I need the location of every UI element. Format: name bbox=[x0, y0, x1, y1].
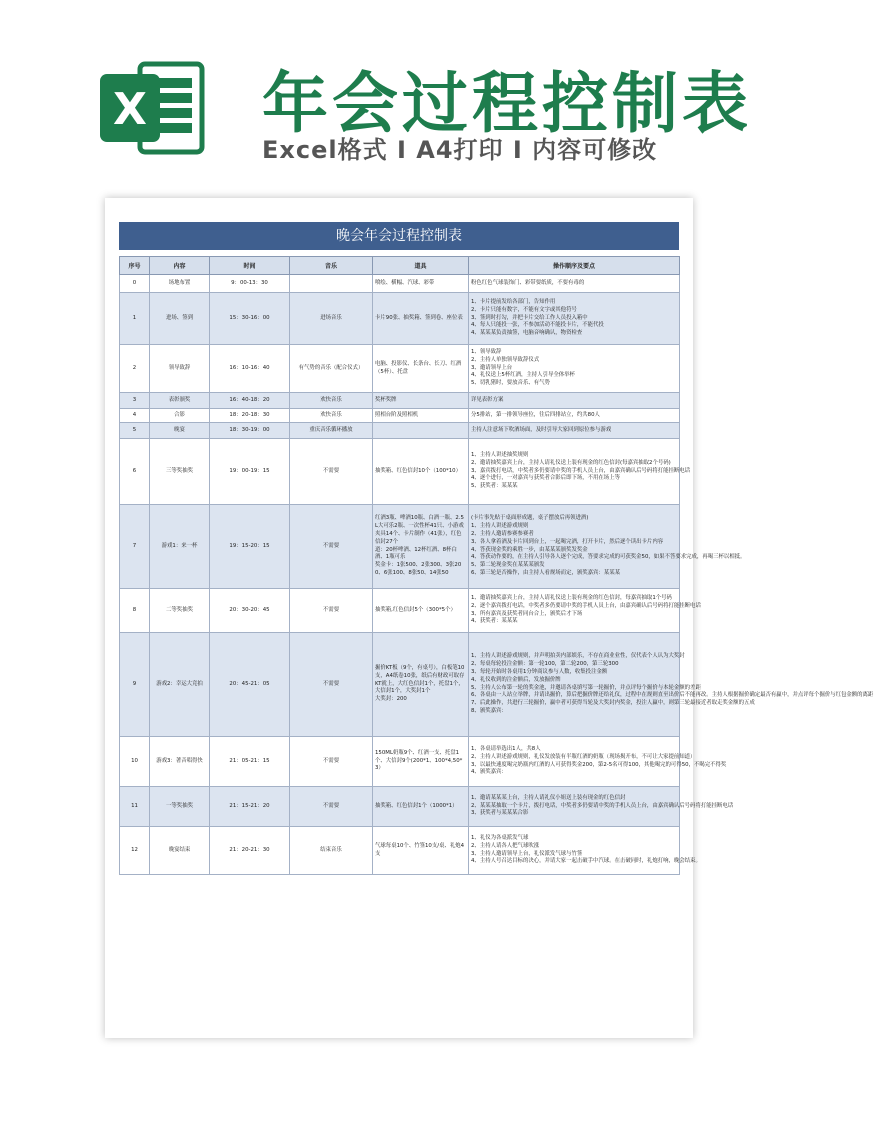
cell-content: 游戏1：来一杯 bbox=[150, 505, 210, 589]
cell-ops bbox=[469, 345, 680, 393]
ops-line: 粉色红色气球装饰门、彩带要纸质，不要有毒的 bbox=[471, 279, 585, 286]
ops-line: 4、颁奖嘉宾： bbox=[471, 769, 507, 776]
ops-line: 2、逐个嘉宾拨打电话，中奖者多仍要请中奖的手机人员上台，由嘉宾确认后号码将打能挂断电话 bbox=[471, 602, 701, 609]
cell-music: 有气势的音乐（配合仪式） bbox=[290, 345, 373, 393]
ops-line: 1、礼仪为各桌派发气球 bbox=[471, 834, 529, 841]
ops-line: 8、颁奖嘉宾： bbox=[471, 707, 507, 714]
ops-line: 2、每桌每轮投注金额：第一轮100，第二轮200，第三轮300 bbox=[471, 661, 619, 668]
cell-no: 12 bbox=[120, 827, 150, 875]
ops-line: 主持人注意场下吹酒场面，及时引导大家回到原位参与游戏 bbox=[471, 426, 612, 433]
props-line: 抽奖箱、红色信封1个（1000*1） bbox=[375, 802, 458, 809]
cell-content: 晚宴 bbox=[150, 423, 210, 439]
col-header-music: 音乐 bbox=[290, 257, 373, 275]
cell-time: 19：00-19：15 bbox=[210, 439, 290, 505]
props-line: 道：20杯啤酒、12杯红酒、8杯白酒、1瓶可乐 bbox=[375, 546, 457, 561]
cell-music: 结束音乐 bbox=[290, 827, 373, 875]
cell-ops bbox=[469, 787, 734, 827]
cell-props bbox=[373, 345, 469, 393]
cell-content: 合影 bbox=[150, 409, 210, 423]
props-line: （5杯）、托盘 bbox=[375, 368, 409, 375]
cell-props bbox=[373, 409, 469, 423]
cell-music: 不需要 bbox=[290, 787, 373, 827]
header bbox=[0, 0, 800, 190]
cell-no: 0 bbox=[120, 275, 150, 293]
cell-props bbox=[373, 633, 469, 737]
cell-music: 不需要 bbox=[290, 505, 373, 589]
ops-line: 3、嘉宾拨打电话，中奖者多仍要请中奖的手机人员上台，由嘉宾确认后号码将打能挂断电话 bbox=[471, 467, 691, 474]
cell-props bbox=[373, 737, 469, 787]
props-line: 卡片90张、抽奖箱、签到卷、座位表 bbox=[375, 314, 463, 321]
ops-line: 分5排站，第一排领导座位，往后四排站立，约共80人 bbox=[471, 411, 600, 418]
ops-line: 4、礼仪送上5杯红酒，主持人引导全体举杯 bbox=[471, 372, 575, 379]
ops-line: 4、礼仪收到的注金额后，发放掘价牌 bbox=[471, 676, 561, 683]
cell-props bbox=[373, 423, 469, 439]
ops-line: 1、各桌请举选出1人，共8人 bbox=[471, 745, 541, 752]
cell-music bbox=[290, 275, 373, 293]
ops-line: 5、主持人公布第一轮的奖金池，并邀请各桌填写第一轮掘价，并点评每个掘价与本轮金额的差距 bbox=[471, 684, 701, 691]
cell-ops bbox=[469, 393, 680, 409]
cell-time: 21：20-21：30 bbox=[210, 827, 290, 875]
cell-time: 15：30-16：00 bbox=[210, 293, 290, 345]
cell-props bbox=[373, 393, 469, 409]
cell-time: 21：05-21：15 bbox=[210, 737, 290, 787]
ops-line: 详见表彰方案 bbox=[471, 396, 504, 403]
cell-music: 进场音乐 bbox=[290, 293, 373, 345]
ops-line: 4、主持人号召达目标的决心，并请大家一起击破手中汽球。在击破同时，礼炮打响，晚会结束。 bbox=[471, 858, 701, 865]
props-line: 气球每桌10个、竹签10支/桌、礼炮4支 bbox=[375, 842, 465, 857]
cell-no: 8 bbox=[120, 589, 150, 633]
table-row bbox=[120, 589, 680, 633]
cell-music: 重庆音乐循环播放 bbox=[290, 423, 373, 439]
ops-line: 4、获奖者：某某某 bbox=[471, 618, 518, 625]
props-line: 抽奖箱,红色信封5个（300*5个） bbox=[375, 606, 456, 613]
col-header-time: 时间 bbox=[210, 257, 290, 275]
ops-line: 2、主持人讲述游戏规则，礼仪发放装有半瓶红酒的奶瓶（现场揭开布，不可让大家提前知道） bbox=[471, 753, 696, 760]
cell-props bbox=[373, 293, 469, 345]
cell-ops bbox=[469, 633, 873, 737]
cell-content: 领导致辞 bbox=[150, 345, 210, 393]
ops-line: 2、主持人单独领导致辞仪式 bbox=[471, 356, 540, 363]
cell-no: 10 bbox=[120, 737, 150, 787]
table-row bbox=[120, 293, 680, 345]
cell-ops bbox=[469, 505, 746, 589]
cell-music: 不需要 bbox=[290, 439, 373, 505]
cell-time: 9：00-13：30 bbox=[210, 275, 290, 293]
props-line: 150ML奶瓶9个、红酒一支、托盘1个、大信封9个(200*1、100*4,50*3） bbox=[375, 749, 463, 772]
cell-content: 表彰颁奖 bbox=[150, 393, 210, 409]
table-header-row bbox=[120, 257, 680, 275]
cell-props bbox=[373, 787, 469, 827]
table-row bbox=[120, 393, 680, 409]
cell-props bbox=[373, 439, 469, 505]
cell-content: 一等奖抽奖 bbox=[150, 787, 210, 827]
ops-line: (卡片事先贴于桌面形成题，桌子摆放后再领进酒) bbox=[471, 515, 589, 522]
ops-line: 1、邀请某某某上台，主持人请礼仪小姐送上装有现金的红色信封 bbox=[471, 794, 626, 801]
cell-content: 场地布置 bbox=[150, 275, 210, 293]
props-line: 电脑、投影仪、长条台、长刀、红酒 bbox=[375, 360, 462, 367]
ops-line: 1、邀请抽奖嘉宾上台，主持人请礼仪送上装有现金的红色信封，每嘉宾抽取1个号码 bbox=[471, 594, 672, 601]
ops-line: 2、卡片只能有数字，不能有文字或其他符号 bbox=[471, 306, 577, 313]
cell-music: 不需要 bbox=[290, 737, 373, 787]
cell-no: 4 bbox=[120, 409, 150, 423]
ops-line: 3、以最快速度喝完奶瓶内红酒的人可获得奖金200，第2-5名可得100，其他喝完的可得50，不喝完不得奖 bbox=[471, 761, 727, 768]
cell-time: 16：10-16：40 bbox=[210, 345, 290, 393]
cell-no: 5 bbox=[120, 423, 150, 439]
cell-ops bbox=[469, 589, 701, 633]
props-line: 奖杯奖牌 bbox=[375, 396, 397, 403]
cell-no: 6 bbox=[120, 439, 150, 505]
table-row bbox=[120, 827, 680, 875]
ops-line: 7、后此操作，共进行三轮掘价，赢中者可获得当轮及大奖封内奖金，投注人赢中，则第三轮最接近者取走奖金额的五成 bbox=[471, 700, 755, 707]
page-subtitle: Excel格式 I A4打印 I 内容可修改 bbox=[262, 136, 658, 164]
cell-time: 21：15-21：20 bbox=[210, 787, 290, 827]
cell-music: 不需要 bbox=[290, 589, 373, 633]
table-row bbox=[120, 275, 680, 293]
ops-line: 2、主持人邀请参赛参赛者 bbox=[471, 530, 534, 537]
ops-line: 1、主持人讲述游戏规则，并声明拍卖内部娱乐，不存在商业业性，仅代表个人认为大奖封 bbox=[471, 653, 685, 660]
excel-logo-icon bbox=[98, 58, 208, 158]
cell-ops bbox=[469, 423, 680, 439]
cell-ops bbox=[469, 293, 680, 345]
cell-props bbox=[373, 827, 469, 875]
ops-line: 6、各桌由一人站立举牌，并请出掘价，算后把掘价牌还给礼仪，过程中在规则直至出价后不能再改。主持人根据掘价确定最否有赢中，并点评每个掘价与红包金额的离距 bbox=[471, 692, 873, 699]
table-row bbox=[120, 505, 680, 589]
ops-line: 4、逐个进行，一对嘉宾与获奖者合影后即下场，不用在场上等 bbox=[471, 475, 620, 482]
ops-line: 4、某某某负责抽签，电脑音响确认，物资检查 bbox=[471, 330, 583, 337]
cell-no: 3 bbox=[120, 393, 150, 409]
ops-line: 4、答获现金奖的乘胜一步，由某某某颁奖发奖金 bbox=[471, 546, 588, 553]
ops-line: 2、某某某抽取一个卡片，拨打电话，中奖者多仍要请中奖的手机人员上台，由嘉宾确认后号码将打能挂断电话 bbox=[471, 802, 734, 809]
ops-line: 3、主持人邀请领导上台，礼仪派发气球与竹签 bbox=[471, 850, 583, 857]
table-row bbox=[120, 423, 680, 439]
cell-no: 9 bbox=[120, 633, 150, 737]
ops-line: 1、领导致辞 bbox=[471, 348, 502, 355]
table-row bbox=[120, 787, 680, 827]
props-line: 红酒3瓶、啤酒10瓶、白酒一瓶、2.5L大可乐2瓶、一次性杯41只、小游戏夹具14个、卡片制作（41张），红色信封27个 bbox=[375, 515, 464, 545]
cell-content: 游戏3：著音唱得快 bbox=[150, 737, 210, 787]
ops-line: 3、获奖者与某某某合影 bbox=[471, 810, 529, 817]
ops-line: 1、主持人讲述游戏规则 bbox=[471, 523, 529, 530]
cell-no: 1 bbox=[120, 293, 150, 345]
col-header-no: 序号 bbox=[120, 257, 150, 275]
table-row bbox=[120, 409, 680, 423]
cell-music: 欢快音乐 bbox=[290, 393, 373, 409]
cell-ops bbox=[469, 827, 701, 875]
ops-line: 2、邀请抽奖嘉宾上台，主持人请礼仪送上装有现金的红色信封(每嘉宾抽取2个号码) bbox=[471, 459, 671, 466]
ops-line: 6、第三轮是否操作，由主持人看规场而定，颁奖嘉宾：某某某 bbox=[471, 569, 620, 576]
cell-ops bbox=[469, 409, 680, 423]
cell-content: 进场、签到 bbox=[150, 293, 210, 345]
cell-time: 16：40-18：20 bbox=[210, 393, 290, 409]
props-line: 大奖封：200 bbox=[375, 696, 407, 703]
ops-line: 3、所有嘉宾及获奖者同台合上，颁奖后才下场 bbox=[471, 610, 583, 617]
cell-no: 2 bbox=[120, 345, 150, 393]
cell-no: 7 bbox=[120, 505, 150, 589]
props-line: 照相台阶及照相机 bbox=[375, 411, 419, 418]
ops-line: 3、各人拿着酒及卡片回到台上，一起喝完酒，打开卡片，然后逐个读出卡片内容 bbox=[471, 538, 664, 545]
cell-props bbox=[373, 505, 469, 589]
ops-line: 3、每轮开始时各桌用1分钟商议参与人数，收集投注金额 bbox=[471, 668, 608, 675]
cell-content: 晚宴结束 bbox=[150, 827, 210, 875]
cell-time: 20：30-20：45 bbox=[210, 589, 290, 633]
logo-letter: X bbox=[113, 84, 147, 135]
cell-ops bbox=[469, 275, 680, 293]
table-row bbox=[120, 633, 680, 737]
cell-ops bbox=[469, 737, 727, 787]
props-line: 奖金卡：1张500、2张300、3张200、6张100、8张50、14张50 bbox=[375, 562, 462, 576]
sheet-banner: 晚会年会过程控制表 bbox=[119, 222, 679, 250]
cell-time: 20：45-21：05 bbox=[210, 633, 290, 737]
ops-line: 2、主持人请各人把气球吹涨 bbox=[471, 842, 540, 849]
ops-line: 5、第二轮现金奖在某某某颁发 bbox=[471, 562, 545, 569]
cell-content: 游戏2：幸运大竞拍 bbox=[150, 633, 210, 737]
ops-line: 1、主持人讲述抽奖规则 bbox=[471, 451, 529, 458]
cell-music: 欢快音乐 bbox=[290, 409, 373, 423]
table-row bbox=[120, 345, 680, 393]
ops-line: 5、切乳猪时，要放音乐、有气势 bbox=[471, 380, 550, 387]
props-line: 掘价KT板（9个，有桌号），白板笔10支，A4纸卷10张，纸后有财政可取存KT就上，大红色信封1个，托盘1个，大信封1个，大奖封1个 bbox=[375, 664, 465, 695]
col-header-ops: 操作顺序及要点 bbox=[469, 257, 680, 275]
props-line: 抽奖箱、红色信封10个（100*10） bbox=[375, 467, 462, 474]
sheet-preview bbox=[105, 198, 873, 1038]
cell-content: 二等奖抽奖 bbox=[150, 589, 210, 633]
table-body bbox=[120, 275, 873, 875]
cell-ops bbox=[469, 439, 691, 505]
props-line: 喷绘、横幅、汽球、彩带 bbox=[375, 279, 435, 286]
cell-time: 19：15-20：15 bbox=[210, 505, 290, 589]
control-table bbox=[119, 256, 873, 875]
cell-content: 三等奖抽奖 bbox=[150, 439, 210, 505]
cell-no: 11 bbox=[120, 787, 150, 827]
table-row bbox=[120, 737, 680, 787]
ops-line: 4、每人只能投一张，不参加活动不能投卡片，不能代投 bbox=[471, 322, 604, 329]
cell-time: 18：20-18：30 bbox=[210, 409, 290, 423]
ops-line: 5、获奖者：某某某 bbox=[471, 483, 518, 490]
ops-line: 3、邀请领导上台 bbox=[471, 364, 513, 371]
table-row bbox=[120, 439, 680, 505]
col-header-content: 内容 bbox=[150, 257, 210, 275]
ops-line: 1、卡片提前发给各部门，告知作用 bbox=[471, 298, 556, 305]
cell-props bbox=[373, 589, 469, 633]
ops-line: 4、答获动作要的，在主持人引导各人逐个完成，答要求完成的可获奖金50，如果不答要求完成，再喝三杯以相抵。 bbox=[471, 554, 746, 561]
ops-line: 3、签到时打勾，并把卡片交给工作人员投入箱中 bbox=[471, 314, 588, 321]
cell-music: 不需要 bbox=[290, 633, 373, 737]
cell-time: 18：30-19：00 bbox=[210, 423, 290, 439]
col-header-props: 道具 bbox=[373, 257, 469, 275]
cell-props bbox=[373, 275, 469, 293]
page-title: 年会过程控制表 bbox=[262, 65, 752, 142]
